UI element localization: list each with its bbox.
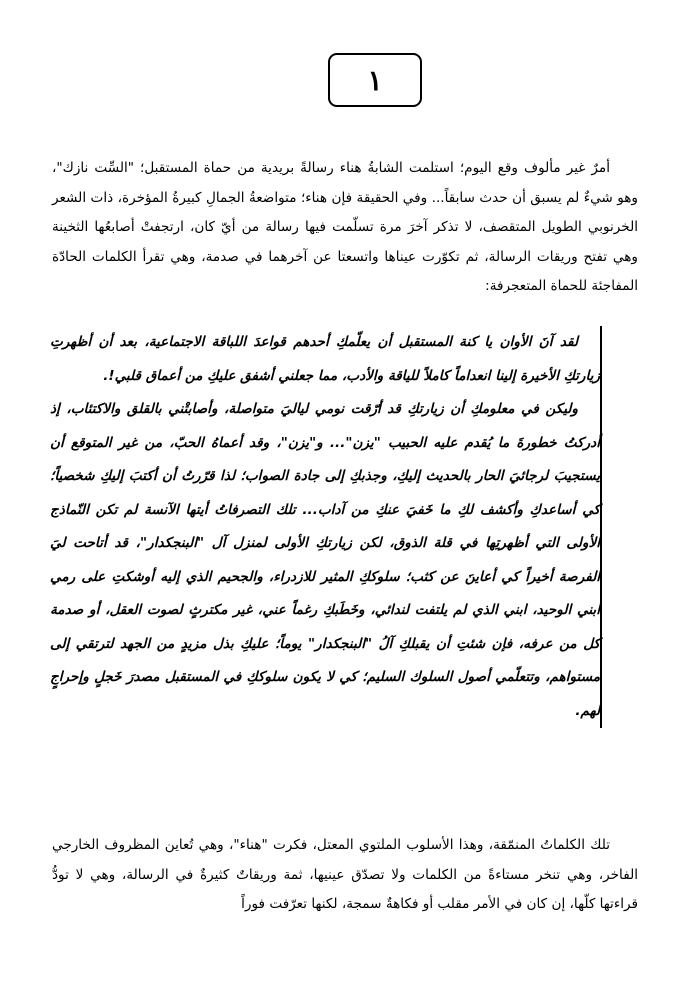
chapter-number: ١ bbox=[367, 63, 383, 97]
letter-paragraph-1: لقد آنَ الأوان يا كنة المستقبل أن يعلّمكِ أحدهم قواعدَ اللباقة الاجتماعية، بعد أن أظهرتِ زيارتكِ الأخيرة إلينا انعداماً كاملاً للياقة والأدب، مما جعلني أشفق عليكِ من أعماق قلبي!. bbox=[50, 334, 600, 384]
letter-paragraph-2: وليكن في معلومكِ أن زيارتكِ قد أرّقت نومي لياليَ متواصلة، وأصابتْني بالقلق والاكتئاب، إذ أدركتُ خطورةَ ما يُقدم عليه الحبيب "يزن"... و"يزن"، وقد أعماهُ الحبّ، من غير المتوقع أن يستجيبَ لرجائيَ الحار بالحديث إليكِ، وجذبكِ إلى جادة الصواب؛ لذا قرّرتُ أن أكتبَ إليكِ شخصياً؛ كي أساعدكِ وأكشف لكِ ما خَفيَ عنكِ من آداب... تلك التصرفاتُ أيتها الآنسة لم تكن النّماذج الأولى التي أظهرتِها في قلة الذوق، لكن زيارتكِ الأولى لمنزل آل "البنجكدار"، قد أتاحت ليَ الفرصة أخيراً كي أعاينَ عن كثب؛ سلوككِ المثير للازدراء، والجحيم الذي إليه أوشكتِ على رمي ابني الوحيد، ابني الذي لم يلتفت لندائي، وخَطَبكِ رغماً عني، غير مكترثٍ لصوت العقل، أو صدمة كل من عرفه، فإن شئتِ أن يقبلكِ آلُ "البنجكدار" يوماً؛ عليكِ بذل مزيدٍ من الجهد لترتقي إلى مستواهم، وتتعلّمي أصول السلوك السليم؛ كي لا يكون سلوككِ في المستقبل مصدرَ خَجلٍ وإحراجٍ لهم. bbox=[50, 401, 600, 719]
intro-paragraph: أمرٌ غير مألوف وقع اليوم؛ استلمت الشابةُ هناء رسالةً بريدية من حماة المستقبل؛ "السِّت نازك"، وهو شيءٌ لم يسبق أن حدث سابقاً... وفي الحقيقة فإن هناء؛ متواضعةُ الجمالِ كبيرةُ المؤخرة، ذات الشعر الخرنوبي الطويل المتقصف، لا تذكر آخرَ مرة تسلّمت فيها رسالة من أيّ كان، ارتجفتْ أصابعُها الثخينة وهي تفتح وريقات الرسالة، ثم تكوّرت عيناها واتسعتا عن آخرهما في صدمة، وهي تقرأ الكلمات الحادّة المفاجئة للحماة المتعجرفة: bbox=[52, 160, 638, 294]
outro-section bbox=[52, 831, 638, 920]
chapter-number-box bbox=[328, 53, 422, 107]
letter-quote bbox=[50, 326, 602, 728]
outro-paragraph: تلك الكلماتُ المنمّقة، وهذا الأسلوب الملتوي المعتل، فكرت "هناء"، وهي تُعاين المظروف الخارجي الفاخر، وهي تنخر مستاءةً من الكلمات ولا تصدّق عينيها، ثمة وريقاتٌ كثيرةٌ في الرسالة، وهي لا تودُّ قراءتها كلّها، إن كان في الأمر مقلب أو فكاهةٌ سمجة، لكنها تعرّفت فوراً bbox=[52, 837, 638, 912]
intro-section bbox=[52, 154, 638, 302]
